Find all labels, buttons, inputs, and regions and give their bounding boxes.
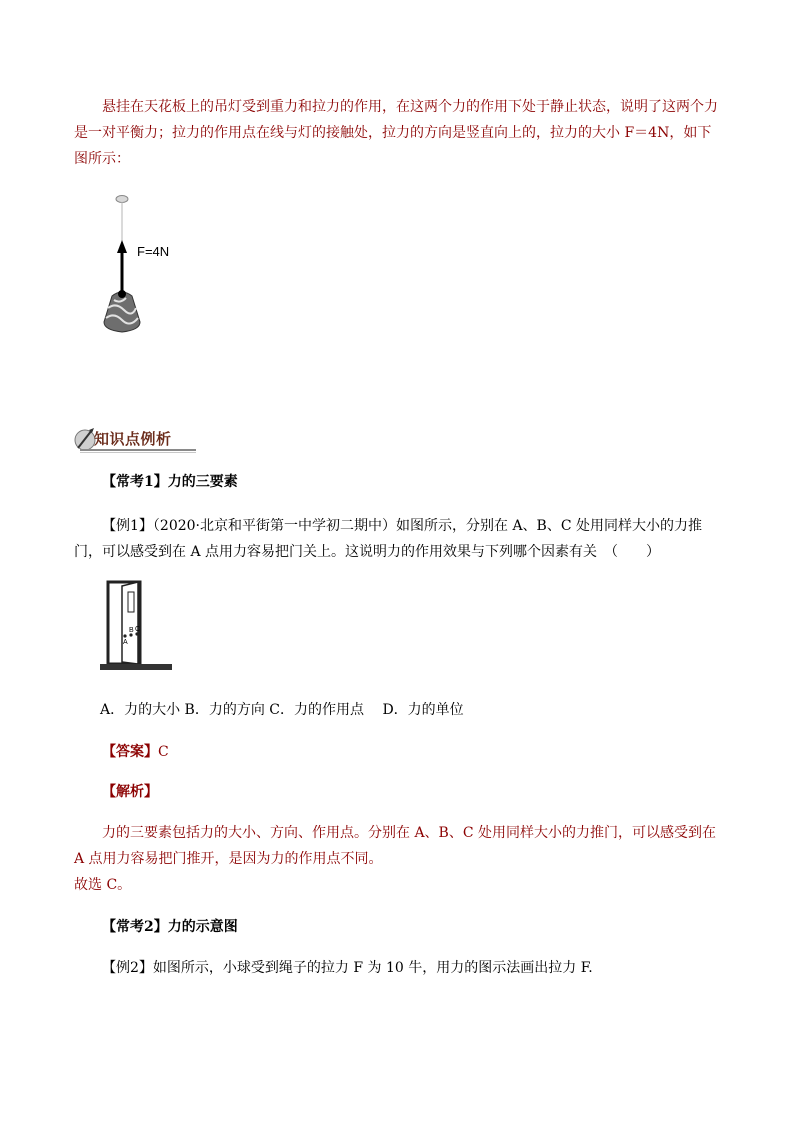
section1-heading-text: 力的三要素 xyxy=(167,474,238,490)
section2-heading-bracket: 【常考2】 xyxy=(102,919,168,935)
example1-text: （2020·北京和平街第一中学初二期中）如图所示，分别在 A、B、C 处用同样大小的力推门，可以感受到在 A 点用力容易把门关上。这说明力的作用效果与下列哪个因素有关 （ ） xyxy=(74,518,703,560)
section2-heading-text: 力的示意图 xyxy=(167,919,238,935)
hanging-lamp-figure xyxy=(96,190,216,340)
banner-underline-secondary xyxy=(80,452,196,453)
banner-underline xyxy=(80,449,196,451)
force-arrow-head xyxy=(117,240,127,253)
banner-title: 知识点例析 xyxy=(94,430,172,448)
section1-heading xyxy=(102,469,752,495)
point-a-label: A xyxy=(123,639,128,646)
example2-paragraph xyxy=(74,955,724,981)
force-application-point xyxy=(118,290,126,298)
point-b-label: B xyxy=(129,627,134,634)
example1-options: A．力的大小 B．力的方向 C．力的作用点 D．力的单位 xyxy=(100,702,464,718)
example2-label: 【例2】 xyxy=(102,960,153,976)
answer-line xyxy=(102,739,752,765)
door-base xyxy=(100,664,172,670)
point-c-label: C xyxy=(135,626,141,633)
point-a-dot xyxy=(123,634,126,637)
door-panel xyxy=(122,582,141,664)
example1-label: 【例1】 xyxy=(102,518,153,534)
analysis-conclusion: 故选 C。 xyxy=(74,877,132,893)
section2-heading xyxy=(102,914,752,940)
force-label: F=4N xyxy=(137,244,170,259)
intro-paragraph: 悬挂在天花板上的吊灯受到重力和拉力的作用，在这两个力的作用下处于静止状态，说明了这两个力是一对平衡力；拉力的作用点在线与灯的接触处，拉力的方向是竖直向上的，拉力的大小 F＝4N，如下图所示： xyxy=(74,99,718,167)
answer-value: C xyxy=(158,744,169,760)
section1-heading-bracket: 【常考1】 xyxy=(102,474,168,490)
analysis-label: 【解析】 xyxy=(102,784,158,800)
example1-paragraph xyxy=(74,513,724,565)
answer-label: 【答案】 xyxy=(102,744,158,760)
analysis-paragraph: 力的三要素包括力的大小、方向、作用点。分别在 A、B、C 处用同样大小的力推门，可以感受到在 A 点用力容易把门推开，是因为力的作用点不同。 xyxy=(74,825,717,867)
example2-text: 如图所示，小球受到绳子的拉力 F 为 10 牛，用力的图示法画出拉力 F. xyxy=(152,960,593,976)
section-banner xyxy=(74,424,196,454)
ceiling-mount xyxy=(116,196,128,203)
door-figure xyxy=(100,578,180,674)
